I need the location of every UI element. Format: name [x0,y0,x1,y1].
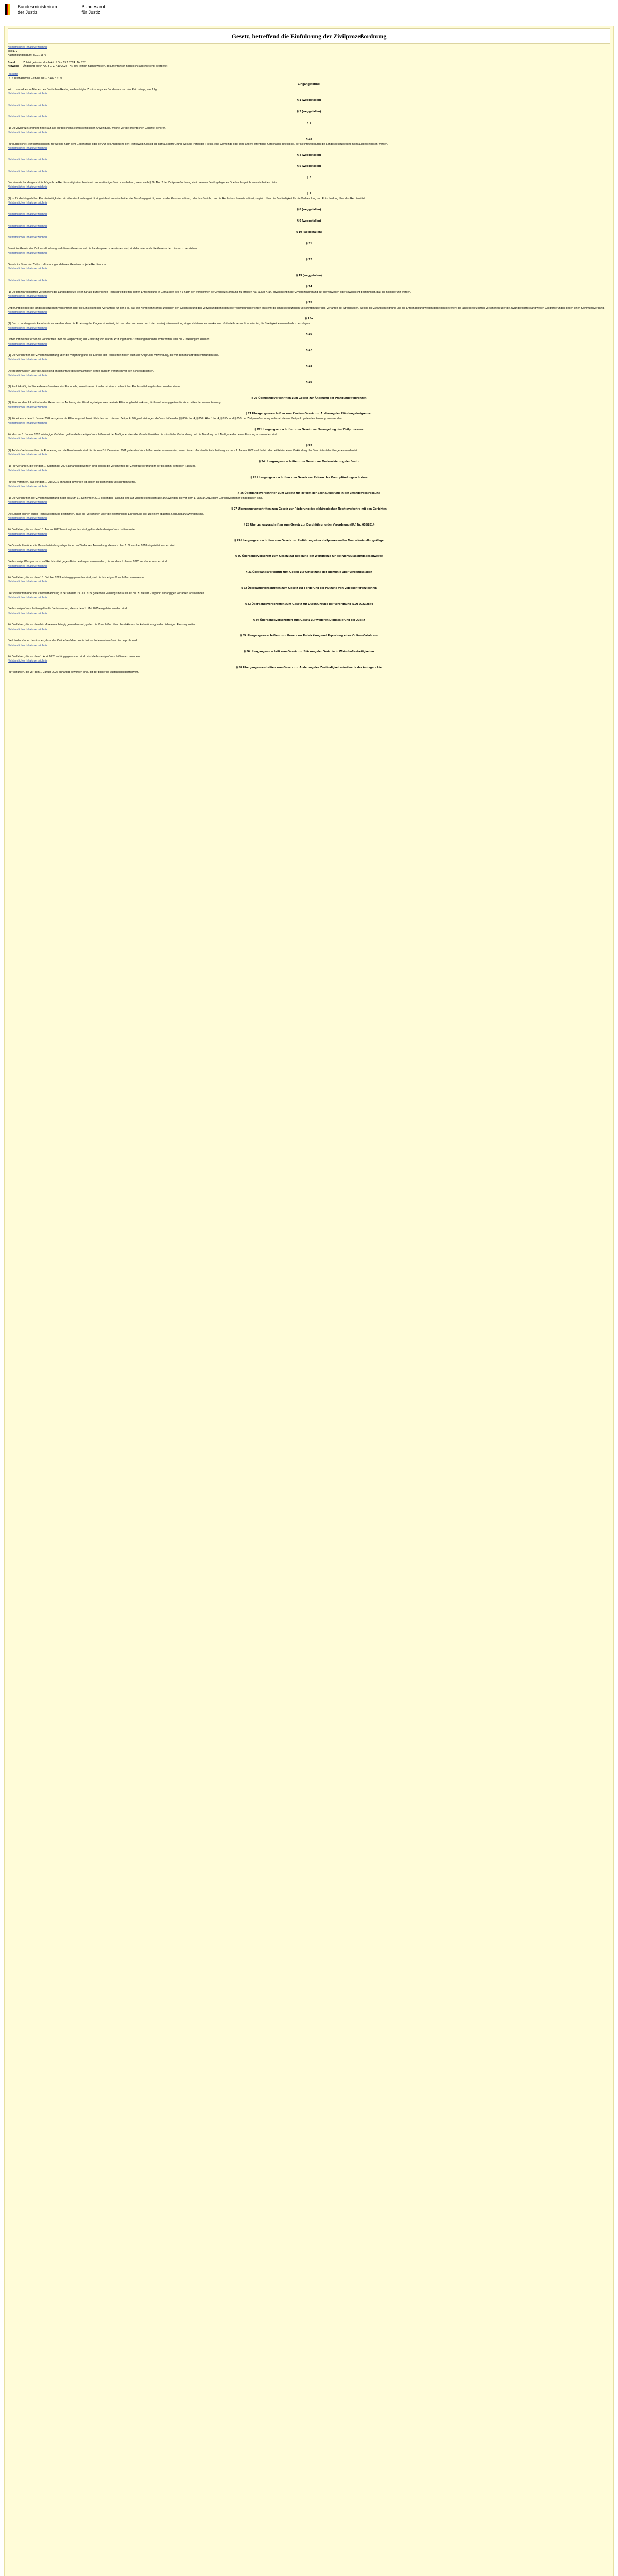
section-text: (1) Für eine vor dem 1. Januar 2002 ausgebrachte Pfändung sind hinsichtlich der nach diesem Zeitpunkt fälligen Leistungen die Vorschriften der §§ 850a Nr. 4, § 850b Abs. 1 Nr. 4, § 850c und § 850f der Zivilprozeßordnung in der ab diesem Zeitpunkt geltenden Fassung anzuwenden. [8,417,342,420]
toc-link[interactable]: Nichtamtliches Inhaltsverzeichnis [8,46,47,49]
section-text: Unberührt bleiben ferner die Vorschriften über die Verpflichtung zur Erhaltung von Waren, Prüfungen und Zustellungen und die Vorschriften über die Zustellung im Ausland. [8,338,210,342]
section-heading: § 15 [306,301,312,304]
office-name: Bundesamt für Justiz [81,4,106,15]
section-heading: § 14 [306,285,312,289]
document-metadata [8,46,610,80]
document-title: Gesetz, betreffend die Einführung der Zivilprozeßordnung [8,28,610,44]
section-heading: § 3a [306,138,312,141]
section-heading: § 24 Übergangsvorschriften zum Gesetz zur Modernisierung der Justiz [259,460,359,463]
section-toc-link[interactable]: Nichtamtliches Inhaltsverzeichnis [8,213,47,216]
section-toc-link[interactable]: Nichtamtliches Inhaltsverzeichnis [8,533,47,536]
section-toc-link[interactable]: Nichtamtliches Inhaltsverzeichnis [8,421,47,425]
section-text: Für Verfahren, die vor dem 1. Januar 2026 anhängig geworden sind, gilt der bisherige Zuständigkeitsstreitwert. [8,671,139,674]
section-heading: § 19 [306,380,312,384]
section-text: Die Vorschriften über die Videoverhandlung in der ab dem 19. Juli 2024 geltenden Fassung sind auch auf die zu diesem Zeitpunkt anhängigen Verfahren anzuwenden. [8,591,205,595]
section-toc-link[interactable]: Nichtamtliches Inhaltsverzeichnis [8,628,47,631]
section-text: Für Verfahren, die vor dem 18. Januar 2017 beantragt worden sind, gelten die bisherigen Vorschriften weiter. [8,528,136,532]
section-text: (1) Durch Landesgesetz kann bestimmt werden, dass die Erhebung der Klage erst zulässig ist, nachdem von einer durch die Landesjustizverwaltung eingerichteten oder anerkannten Gütestelle versucht worden ist, die Streitigkeit einvernehmlich beizulegen. [8,322,311,326]
section-heading: § 12 [306,258,312,262]
section-heading: § 34 Übergangsvorschriften zum Gesetz zur weiteren Digitalisierung der Justiz [253,618,365,622]
section-text: (1) Die prozeßrechtlichen Vorschriften der Landesgesetze treten für alle bürgerlichen Rechtsstreitigkeiten, deren Entscheidung in Gemäßheit des § 3 nach den Vorschriften der Zivilprozeßordnung zu erfolgen hat, außer Kraft, soweit nicht in der Zivilprozeßordnung auf sie verwiesen oder soweit nicht bestimmt ist, daß sie nicht berührt werden. [8,290,411,294]
section-text: (1) Rechtskräftig im Sinne dieses Gesetzes sind Endurteile, soweit sie nicht mehr mit einem ordentlichen Rechtsmittel angefochten werden können. [8,385,182,389]
section-heading: § 8 (weggefallen) [297,208,321,211]
section-toc-link[interactable]: Nichtamtliches Inhaltsverzeichnis [8,92,47,96]
section-heading: § 7 [306,192,312,196]
section-toc-link[interactable]: Nichtamtliches Inhaltsverzeichnis [8,170,47,173]
section-text: Gesetz im Sinne der Zivilprozeßordnung und dieses Gesetzes ist jede Rechtsnorm. [8,263,107,266]
section-heading: § 5 (weggefallen) [297,165,321,168]
section-toc-link[interactable]: Nichtamtliches Inhaltsverzeichnis [8,104,47,107]
section-heading: § 22 Übergangsvorschriften zum Gesetz zur Neuregelung des Zivilprozesses [254,428,364,432]
section-heading: § 21 Übergangsvorschriften zum Zweiten Gesetz zur Änderung der Pfändungsfreigrenzen [245,412,373,416]
section-toc-link[interactable]: Nichtamtliches Inhaltsverzeichnis [8,405,47,409]
abbreviation: ZPOEG [8,49,18,53]
ministry-logo[interactable] [5,4,105,15]
section-toc-link[interactable]: Nichtamtliches Inhaltsverzeichnis [8,147,47,150]
section-text: (1) Die Zivilprozeßordnung findet auf alle bürgerlichen Rechtsstreitigkeiten Anwendung, welche vor die ordentlichen Gerichte gehören. [8,126,166,130]
section-text: Die Länder können bestimmen, dass das Online-Verfahren zunächst nur bei einzelnen Gerichten erprobt wird. [8,639,138,642]
section-heading: § 26 Übergangsvorschriften zum Gesetz zur Reform der Sachaufklärung in der Zwangsvollstreckung [237,492,381,495]
section-text: Für Verfahren, die vor dem 1. April 2025 anhängig geworden sind, sind die bisherigen Vorschriften anzuwenden. [8,655,141,658]
section-text: Für das am 1. Januar 2002 anhängige Verfahren gelten die bisherigen Vorschriften mit der Maßgabe, dass die Vorschriften über die mündliche Verhandlung und die Berufung nach Maßgabe der neuen Fassung anzuwenden sind. [8,433,278,436]
eagle-icon [5,4,13,15]
section-text: Unberührt bleiben: die landesgesetzlichen Vorschriften über die Einstellung des Verfahrens für den Fall, daß ein Kompetenzkonflikt zwischen den Gerichten und den Verwaltungsbehörden oder Verwaltungsgerichten entsteht; die landesgesetzlichen Vorschriften über das Verfahren bei Streitigkeiten, welche die Zwangsenteignung und die Entschädigung wegen derselben betreffen; die landesgesetzlichen Vorschriften über die Zwangsvollstreckung wegen Geldforderungen gegen einen Kommunalverband. [8,306,605,310]
section-heading: § 29 Übergangsvorschriften zum Gesetz zur Einführung einer zivilprozessualen Musterfeststellungsklage [234,539,384,543]
section-text: Die bisherigen Vorschriften gelten für Verfahren fort, die vor dem 1. Mai 2025 eingeleitet worden sind. [8,607,128,611]
section-text: Die bisherige Wertgrenze ist auf Rechtsmittel gegen Entscheidungen anzuwenden, die vor dem 1. Januar 2020 verkündet worden sind. [8,560,168,563]
section-heading: § 13 (weggefallen) [296,274,322,277]
section-heading: § 32 Übergangsvorschriften zum Gesetz zur Förderung der Nutzung von Videokonferenztechnik [241,586,377,590]
section-text: Für ein Verfahren, das vor dem 1. Juli 2010 anhängig geworden ist, gelten die bisherigen Vorschriften weiter. [8,481,136,484]
section-toc-link[interactable]: Nichtamtliches Inhaltsverzeichnis [8,326,47,330]
section-heading: § 27 Übergangsvorschriften zum Gesetz zur Förderung des elektronischen Rechtsverkehrs mit den Gerichten [231,507,387,511]
section-text: Für Verfahren, die vor dem 13. Oktober 2023 anhängig geworden sind, sind die bisherigen Vorschriften anzuwenden. [8,575,146,579]
section-heading: § 35 Übergangsvorschriften zum Gesetz zur Entwicklung und Erprobung eines Online-Verfahrens [240,634,378,638]
section-text: Die Vorschriften über die Musterfeststellungsklage finden auf Verfahren Anwendung, die nach dem 1. November 2018 eingeleitet worden sind. [8,544,176,548]
section-toc-link[interactable]: Nichtamtliches Inhaltsverzeichnis [8,358,47,362]
section-heading: § 17 [306,349,312,352]
section-toc-link[interactable]: Nichtamtliches Inhaltsverzeichnis [8,612,47,615]
section-toc-link[interactable]: Nichtamtliches Inhaltsverzeichnis [8,158,47,162]
section-heading: § 3 [306,122,312,125]
section-heading: Eingangsformel [298,83,320,87]
issue-date: Ausfertigungsdatum: 30.01.1877 [8,54,46,57]
law-document [4,26,614,2576]
section-toc-link[interactable]: Nichtamtliches Inhaltsverzeichnis [8,115,47,118]
footnote-link[interactable]: Fußnote [8,72,18,76]
section-text: (1) Die Vorschriften der Zivilprozeßordnung über die Verjährung und die Einrede der Rechtskraft finden auch auf Ansprüche Anwendung, die vor dem Inkrafttreten entstanden sind. [8,353,219,357]
section-toc-link[interactable]: Nichtamtliches Inhaltsverzeichnis [8,295,47,298]
section-text: Soweit im Gesetz der Zivilprozeßordnung und dieses Gesetzes auf die Landesgesetze verwiesen wird, sind darunter auch die Gesetze der Länder zu verstehen. [8,247,198,250]
section-heading: § 10 (weggefallen) [296,231,322,234]
section-toc-link[interactable]: Nichtamtliches Inhaltsverzeichnis [8,517,47,520]
footnote-text: (+++ Textnachweis Geltung ab: 1.7.1977 +++) [8,76,62,80]
section-toc-link[interactable]: Nichtamtliches Inhaltsverzeichnis [8,267,47,271]
section-toc-link[interactable]: Nichtamtliches Inhaltsverzeichnis [8,548,47,552]
section-toc-link[interactable]: Nichtamtliches Inhaltsverzeichnis [8,564,47,568]
section-text: (1) Auf das Verfahren über die Erinnerung und die Beschwerde sind die bis zum 31. Dezember 2001 geltenden Vorschriften weiter anzuwenden, wenn die anzufechtende Entscheidung vor dem 1. Januar 2002 verkündet oder bei Fehlen einer Verkündung der Geschäftsstelle übergeben worden ist. [8,449,358,452]
section-text: Für Verfahren, die vor dem Inkrafttreten anhängig geworden sind, gelten die Vorschriften über die elektronische Aktenführung in der bisherigen Fassung weiter. [8,623,196,627]
section-heading: § 18 [306,365,312,368]
section-text: Die Länder können durch Rechtsverordnung bestimmen, dass die Vorschriften über die elektronische Einreichung erst zu einem späteren Zeitpunkt anzuwenden sind. [8,512,204,516]
section-text: (1) Die Vorschriften der Zivilprozeßordnung in der bis zum 31. Dezember 2012 geltenden Fassung sind auf Vollstreckungsaufträge anzuwenden, die vor dem 1. Januar 2013 beim Gerichtsvollzieher eingegangen sind. [8,496,263,500]
section-toc-link[interactable]: Nichtamtliches Inhaltsverzeichnis [8,279,47,282]
section-toc-link[interactable]: Nichtamtliches Inhaltsverzeichnis [8,485,47,488]
ministry-name: Bundesministerium der Justiz [18,4,57,15]
section-heading: § 30 Übergangsvorschrift zum Gesetz zur Regelung der Wertgrenze für die Nichtzulassungsbeschwerde [235,555,383,558]
section-toc-link[interactable]: Nichtamtliches Inhaltsverzeichnis [8,224,47,228]
section-toc-link[interactable]: Nichtamtliches Inhaltsverzeichnis [8,659,47,663]
section-heading: § 20 Übergangsvorschriften zum Gesetz zur Änderung der Pfändungsfreigrenzen [251,396,367,400]
site-header [0,0,618,23]
section-toc-link[interactable]: Nichtamtliches Inhaltsverzeichnis [8,185,47,189]
section-toc-link[interactable]: Nichtamtliches Inhaltsverzeichnis [8,501,47,504]
section-heading: § 16 [306,333,312,336]
section-heading: § 36 Übergangsvorschrift zum Gesetz zur Stärkung der Gerichte in Wirtschaftsstreitigkeiten [244,650,374,654]
section-toc-link[interactable]: Nichtamtliches Inhaltsverzeichnis [8,201,47,205]
section-toc-link[interactable]: Nichtamtliches Inhaltsverzeichnis [8,469,47,472]
section-text: Die Bestimmungen über die Zustellung an den Prozeßbevollmächtigten gelten auch im Verfahren vor den Schiedsgerichten. [8,369,154,373]
section-heading: § 6 [306,176,312,180]
section-heading: § 31 Übergangsvorschrift zum Gesetz zur Umsetzung der Richtlinie über Verbandsklagen [246,571,372,574]
section-toc-link[interactable]: Nichtamtliches Inhaltsverzeichnis [8,437,47,441]
section-text: Das oberste Landesgericht für bürgerliche Rechtsstreitigkeiten bestimmt das zuständige Gericht auch dann, wenn nach § 36 Abs. 2 der Zivilprozeßordnung ein in seinem Bezirk gelegenes Oberlandesgericht zu entscheiden hätte. [8,181,278,184]
section-toc-link[interactable]: Nichtamtliches Inhaltsverzeichnis [8,390,47,393]
section-heading: § 25 Übergangsvorschriften zum Gesetz zur Reform des Kontopfändungsschutzes [250,476,368,479]
section-heading: § 28 Übergangsvorschriften zum Gesetz zur Durchführung der Verordnung (EU) Nr. 655/2014 [243,523,375,527]
section-heading: § 9 (weggefallen) [297,219,321,223]
section-toc-link[interactable]: Nichtamtliches Inhaltsverzeichnis [8,580,47,584]
section-toc-link[interactable]: Nichtamtliches Inhaltsverzeichnis [8,643,47,647]
section-toc-link[interactable]: Nichtamtliches Inhaltsverzeichnis [8,453,47,457]
section-toc-link[interactable]: Nichtamtliches Inhaltsverzeichnis [8,235,47,239]
sections-list [8,92,610,674]
section-heading: § 33 Übergangsvorschriften zum Gesetz zur Durchführung der Verordnung (EU) 2023/2844 [245,602,373,606]
section-heading: § 37 Übergangsvorschriften zum Gesetz zur Änderung des Zuständigkeitsstreitwerts der Amtsgerichte [236,666,382,669]
section-toc-link[interactable]: Nichtamtliches Inhaltsverzeichnis [8,342,47,346]
section-toc-link[interactable]: Nichtamtliches Inhaltsverzeichnis [8,374,47,378]
section-toc-link[interactable]: Nichtamtliches Inhaltsverzeichnis [8,131,47,134]
section-heading: § 1 (weggefallen) [297,98,321,102]
section-heading: § 2 (weggefallen) [297,110,321,114]
status-row: Stand: Zuletzt geändert durch Art. 5 G v. 15.7.2024 I Nr. 237 [8,61,86,64]
section-text: Für bürgerliche Rechtsstreitigkeiten, für welche nach dem Gegenstand oder der Art des Anspruchs der Rechtsweg zulässig ist, darf aus dem Grund, weil als Partei der Fiskus, eine Gemeinde oder eine andere öffentliche Korporation beteiligt ist, der Rechtsweg durch die Landesgesetzgebung nicht ausgeschlossen werden. [8,142,388,146]
section-heading: § 15a [305,317,313,320]
note-row: Hinweis: Änderung durch Art. 3 G v. 7.10.2024 I Nr. 302 textlich nachgewiesen, dokumentarisch noch nicht abschließend bearbeitet [8,65,168,69]
section-heading: § 23 [306,444,312,447]
section-text: (1) Für Verfahren, die vor dem 1. September 2004 anhängig geworden sind, gelten die Vorschriften der Zivilprozeßordnung in der bis dahin geltenden Fassung. [8,465,196,468]
section-heading: § 4 (weggefallen) [297,153,321,157]
section-toc-link[interactable]: Nichtamtliches Inhaltsverzeichnis [8,311,47,314]
section-toc-link[interactable]: Nichtamtliches Inhaltsverzeichnis [8,596,47,600]
section-toc-link[interactable]: Nichtamtliches Inhaltsverzeichnis [8,251,47,255]
section-heading: § 11 [306,242,312,246]
section-text: (1) Eine vor dem Inkrafttreten des Gesetzes zur Änderung der Pfändungsfreigrenzen bewirkte Pfändung bleibt wirksam; für ihren Umfang gelten die Vorschriften der neuen Fassung. [8,401,221,405]
preamble-text: Wir, ... verordnen im Namen des Deutschen Reichs, nach erfolgter Zustimmung des Bundesrats und des Reichstags, was folgt: [8,88,158,91]
section-text: (1) Ist für die bürgerlichen Rechtsstreitigkeiten ein oberstes Landesgericht eingerichtet, so entscheidet das Berufungsgericht, wenn es die Revision zulässt, oder das Gericht, das die Rechtsbeschwerde zulässt, zugleich über die Zuständigkeit für die Verhandlung und Entscheidung über das Rechtsmittel. [8,197,366,200]
